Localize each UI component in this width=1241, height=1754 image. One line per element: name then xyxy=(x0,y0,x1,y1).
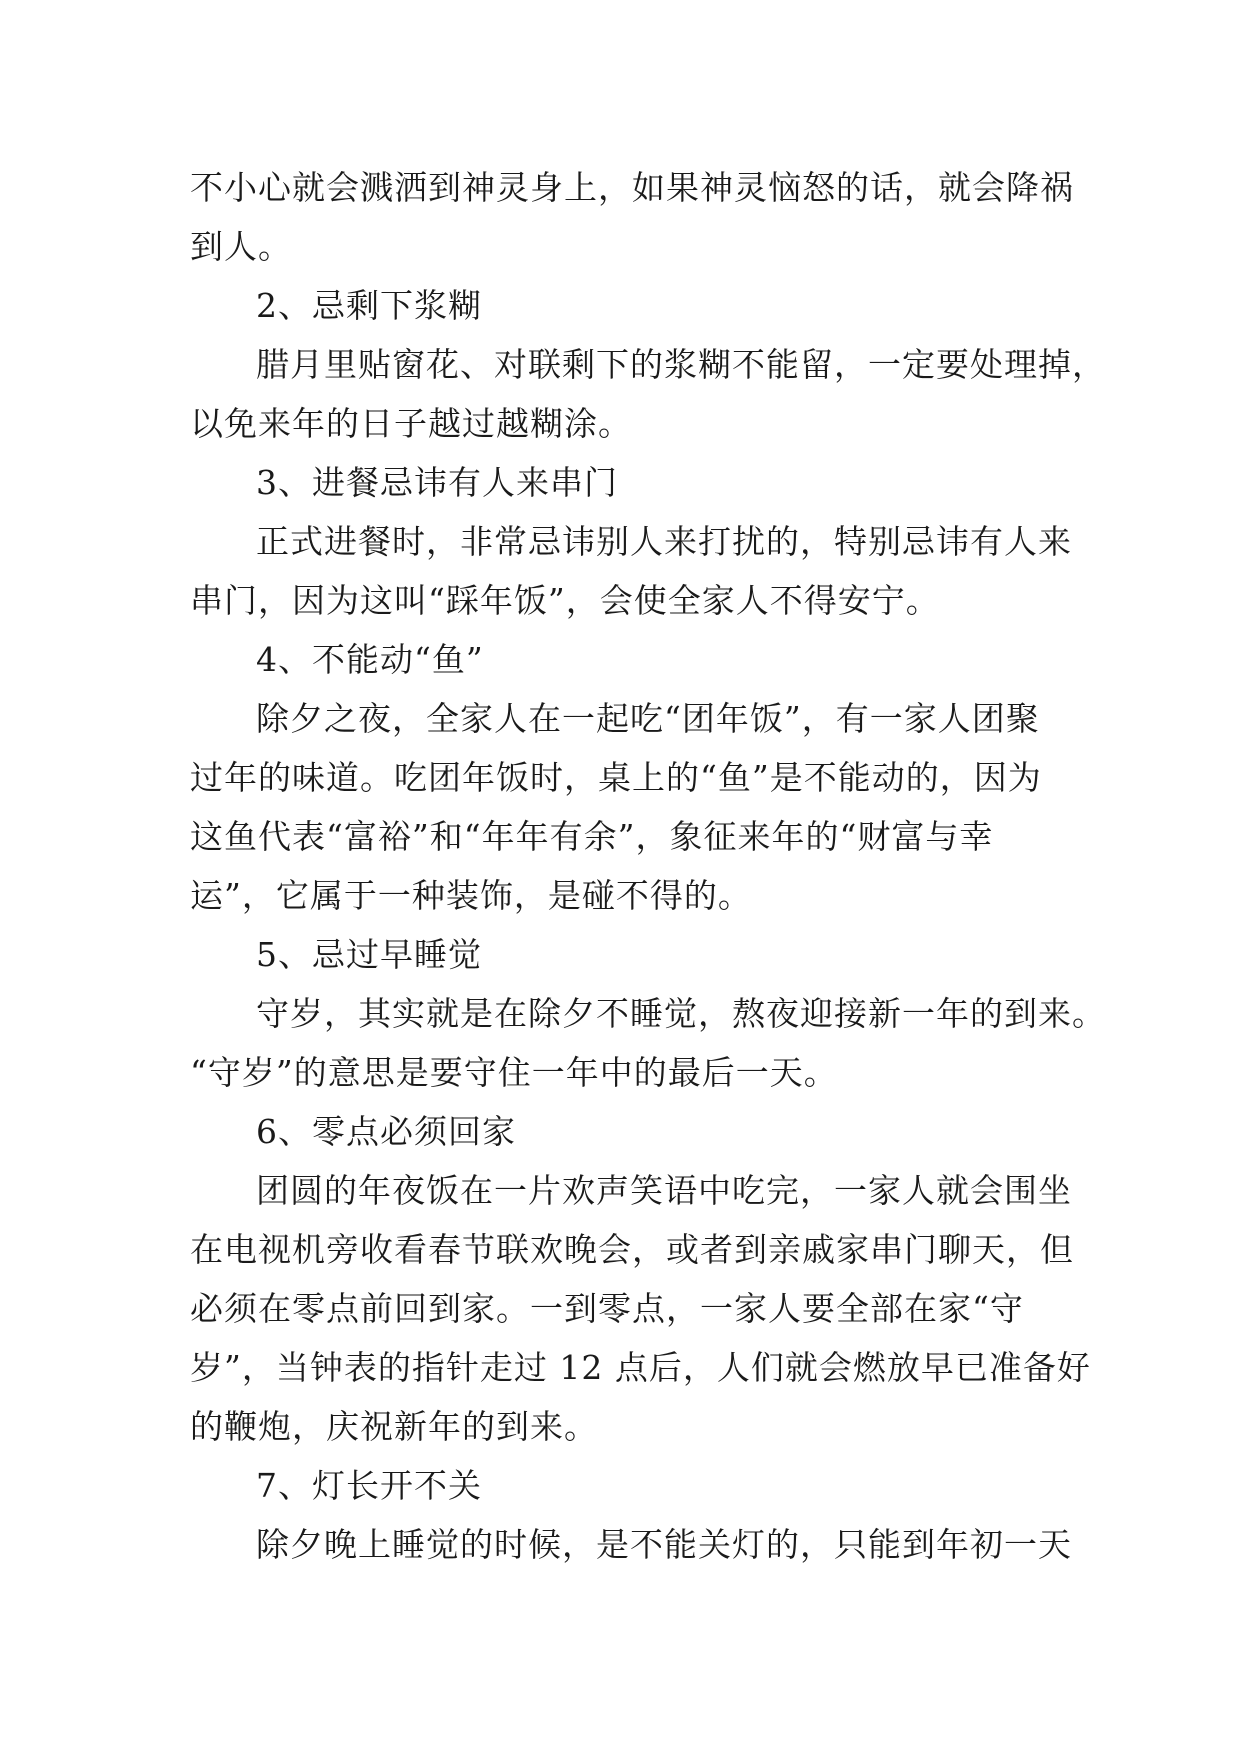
text-line: 正式进餐时，非常忌讳别人来打扰的，特别忌讳有人来 xyxy=(256,522,1072,561)
text-line: 守岁，其实就是在除夕不睡觉，熬夜迎接新一年的到来。 xyxy=(256,994,1106,1033)
text-line: 除夕之夜，全家人在一起吃“团年饭”，有一家人团聚 xyxy=(256,699,1040,738)
section-heading: 2、忌剩下浆糊 xyxy=(256,286,482,325)
section-heading: 4、不能动“鱼” xyxy=(256,640,484,679)
text-line: “守岁”的意思是要守住一年中的最后一天。 xyxy=(190,1053,838,1092)
text-line: 运”，它属于一种装饰，是碰不得的。 xyxy=(190,876,752,915)
text-line: 团圆的年夜饭在一片欢声笑语中吃完，一家人就会围坐 xyxy=(256,1171,1072,1210)
section-heading: 5、忌过早睡觉 xyxy=(256,935,482,974)
text-line: 的鞭炮，庆祝新年的到来。 xyxy=(190,1407,598,1446)
text-line: 串门，因为这叫“踩年饭”，会使全家人不得安宁。 xyxy=(190,581,940,620)
section-heading: 6、零点必须回家 xyxy=(256,1112,516,1151)
text-line: 除夕晚上睡觉的时候，是不能关灯的，只能到年初一天 xyxy=(256,1525,1072,1564)
text-line: 在电视机旁收看春节联欢晚会，或者到亲戚家串门聊天，但 xyxy=(190,1230,1074,1269)
text-line: 以免来年的日子越过越糊涂。 xyxy=(190,404,632,443)
section-heading: 3、进餐忌讳有人来串门 xyxy=(256,463,618,502)
document-body xyxy=(190,158,1106,1574)
section-heading: 7、灯长开不关 xyxy=(256,1466,482,1505)
text-line: 腊月里贴窗花、对联剩下的浆糊不能留，一定要处理掉， xyxy=(256,345,1106,384)
text-line: 这鱼代表“富裕”和“年年有余”，象征来年的“财富与幸 xyxy=(190,817,994,856)
text-line: 不小心就会溅洒到神灵身上，如果神灵恼怒的话，就会降祸 xyxy=(190,168,1074,207)
text-line: 过年的味道。吃团年饭时，桌上的“鱼”是不能动的，因为 xyxy=(190,758,1042,797)
text-line: 必须在零点前回到家。一到零点，一家人要全部在家“守 xyxy=(190,1289,1024,1328)
text-line: 岁”，当钟表的指针走过 12 点后，人们就会燃放早已准备好 xyxy=(190,1348,1091,1387)
text-line: 到人。 xyxy=(190,227,292,266)
